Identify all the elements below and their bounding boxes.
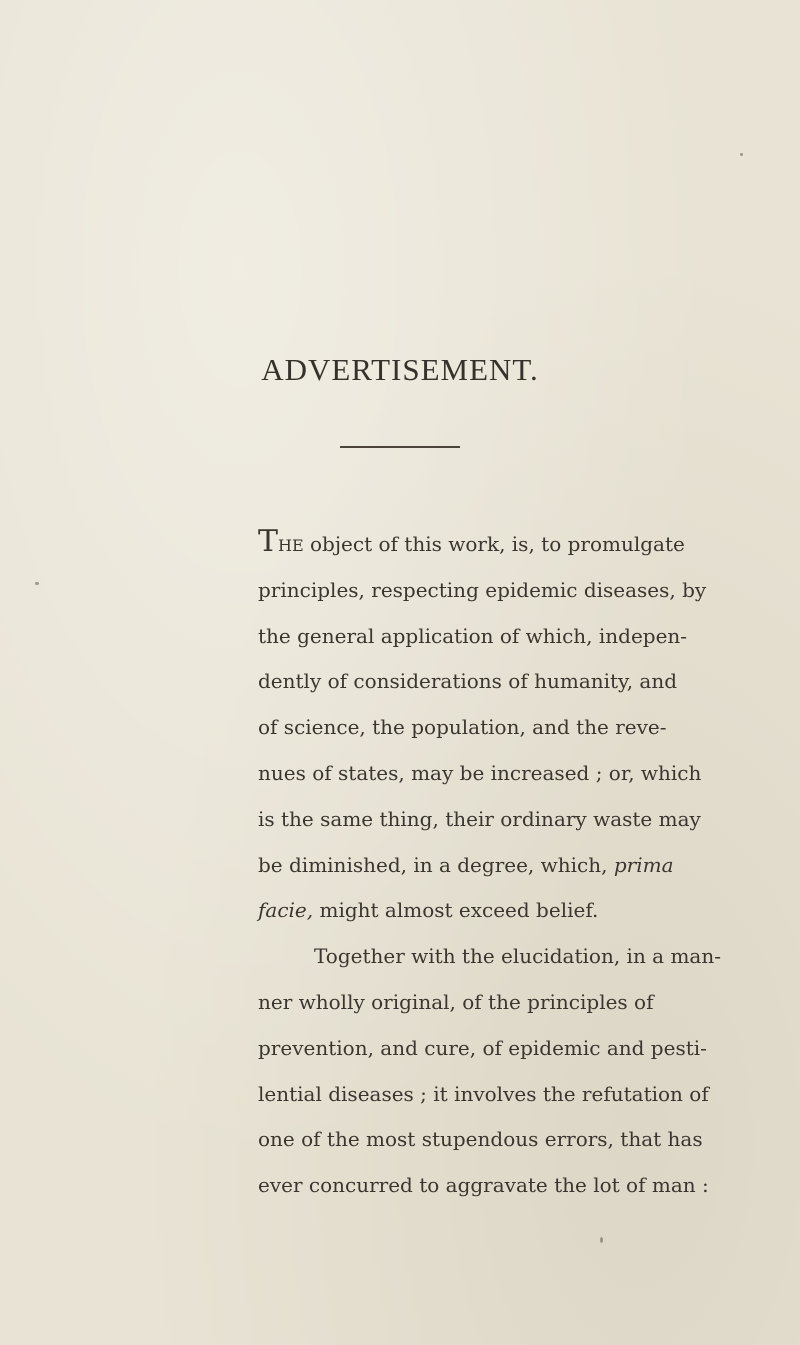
text-line	[258, 522, 685, 568]
line-text: might almost exceed belief.	[319, 898, 599, 923]
text-line: ner wholly original, of the principles of	[258, 989, 654, 1014]
text-line: of science, the population, and the reve-	[258, 715, 667, 740]
line-text: HE object of this work, is, to promulgate	[278, 532, 685, 556]
text-line: prevention, and cure, of epidemic and pesti-	[258, 1035, 707, 1060]
text-line: lential diseases ; it involves the refutation of	[258, 1081, 709, 1106]
italic-text: facie,	[258, 898, 314, 923]
drop-cap: T	[258, 524, 279, 559]
text-line: ever concurred to aggravate the lot of man :	[258, 1173, 709, 1198]
title-rule	[340, 446, 460, 448]
text-line: is the same thing, their ordinary waste may	[258, 806, 701, 831]
page-title: ADVERTISEMENT.	[261, 352, 539, 387]
text-line	[258, 843, 674, 889]
paper-speck	[740, 153, 743, 156]
text-line: principles, respecting epidemic diseases, by	[258, 577, 707, 602]
paper-speck	[35, 582, 39, 585]
text-line: dently of considerations of humanity, and	[258, 669, 678, 694]
text-line: the general application of which, indepen-	[258, 623, 688, 648]
italic-text: prima	[613, 852, 674, 877]
small-caps-text: HE	[278, 536, 304, 555]
line-text: be diminished, in a degree, which,	[258, 852, 608, 877]
text-line: one of the most stupendous errors, that has	[258, 1127, 703, 1152]
paper-speck	[600, 1237, 603, 1243]
body-text	[258, 522, 721, 1209]
text-line: nues of states, may be increased ; or, which	[258, 760, 702, 785]
text-line	[258, 888, 653, 934]
text-line: Together with the elucidation, in a man-	[314, 944, 721, 969]
